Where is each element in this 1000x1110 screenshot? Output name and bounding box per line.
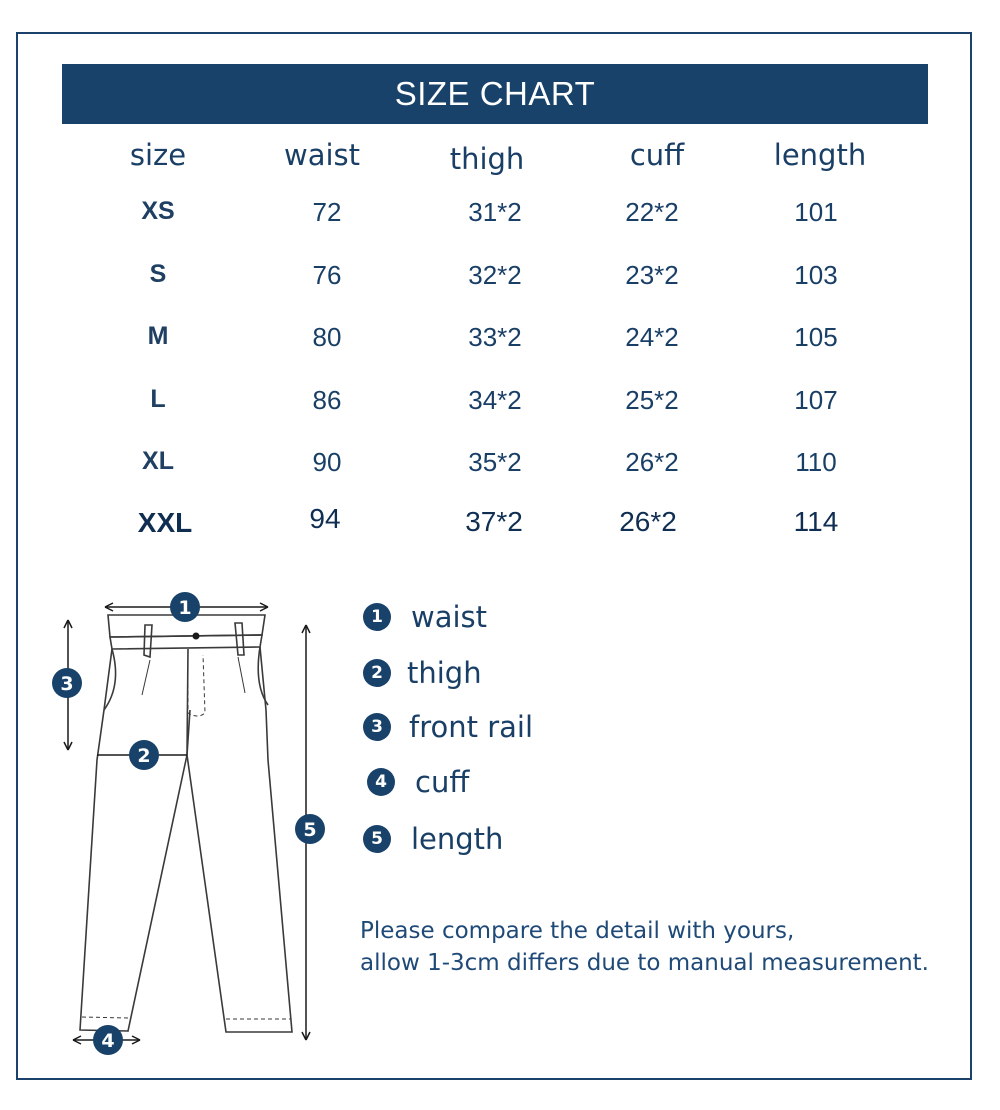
cell-length: 110 <box>795 447 837 477</box>
header-cuff: cuff <box>629 138 685 172</box>
cell-size: XL <box>142 447 174 475</box>
cell-size: L <box>150 385 166 413</box>
button-icon <box>193 633 200 640</box>
cell-thigh: 31*2 <box>468 197 522 227</box>
legend-number-4: 4 <box>367 768 395 796</box>
legend-item-thigh <box>363 656 482 690</box>
cell-cuff: 23*2 <box>625 260 679 290</box>
svg-text:2: 2 <box>137 745 151 767</box>
note-line-1: Please compare the detail with yours, <box>360 918 795 944</box>
cell-thigh: 37*2 <box>465 506 523 537</box>
svg-text:5: 5 <box>303 819 317 841</box>
cell-length: 105 <box>794 322 838 352</box>
cell-length: 107 <box>794 385 838 415</box>
svg-text:1: 1 <box>178 597 192 619</box>
header-waist: waist <box>283 138 361 172</box>
cell-cuff: 26*2 <box>625 447 679 477</box>
cell-thigh: 34*2 <box>468 385 522 415</box>
cell-cuff: 22*2 <box>625 197 679 227</box>
cell-waist: 72 <box>312 197 342 227</box>
marker-1 <box>170 592 200 622</box>
size-chart-banner <box>62 64 928 124</box>
cell-size: M <box>147 322 169 350</box>
cell-size: XS <box>141 197 175 225</box>
note-line-2: allow 1-3cm differs due to manual measurement. <box>360 950 929 976</box>
legend-label: cuff <box>415 765 470 799</box>
marker-4 <box>93 1025 123 1055</box>
header-size: size <box>129 138 187 172</box>
cell-size: XXL <box>137 507 193 538</box>
legend-item-waist <box>363 600 487 634</box>
cell-size: S <box>149 260 167 288</box>
cell-waist: 86 <box>312 385 342 415</box>
cell-thigh: 32*2 <box>468 260 522 290</box>
legend-label: waist <box>411 600 488 634</box>
header-thigh: thigh <box>449 142 525 176</box>
legend-item-cuff <box>367 765 469 799</box>
cell-length: 103 <box>794 260 838 290</box>
legend-label: thigh <box>407 656 482 690</box>
legend-number-5: 5 <box>363 825 391 853</box>
cell-length: 114 <box>793 506 839 537</box>
svg-text:4: 4 <box>101 1030 115 1052</box>
legend-number-3: 3 <box>363 713 391 741</box>
legend-item-length <box>363 822 503 856</box>
legend-item-front-rail <box>363 710 533 744</box>
cell-waist: 90 <box>312 447 342 477</box>
legend-number-2: 2 <box>363 659 391 687</box>
marker-2 <box>129 740 159 770</box>
cell-waist: 76 <box>312 260 342 290</box>
cell-cuff: 25*2 <box>625 385 679 415</box>
legend-label: front rail <box>409 710 534 744</box>
svg-text:3: 3 <box>60 673 74 695</box>
measurement-note <box>360 915 929 979</box>
cell-cuff: 24*2 <box>625 322 679 352</box>
cell-cuff: 26*2 <box>619 506 677 537</box>
marker-3 <box>52 668 82 698</box>
cell-length: 101 <box>794 197 838 227</box>
cell-waist: 94 <box>309 503 341 534</box>
cell-thigh: 33*2 <box>468 322 522 352</box>
legend-number-1: 1 <box>363 603 391 631</box>
header-length: length <box>773 138 867 172</box>
chart-title: SIZE CHART <box>394 75 596 112</box>
cell-waist: 80 <box>312 322 342 352</box>
marker-5 <box>295 814 325 844</box>
legend-label: length <box>411 822 504 856</box>
cell-thigh: 35*2 <box>468 447 522 477</box>
pants-outline <box>80 615 292 1032</box>
pants-diagram <box>40 585 340 1065</box>
